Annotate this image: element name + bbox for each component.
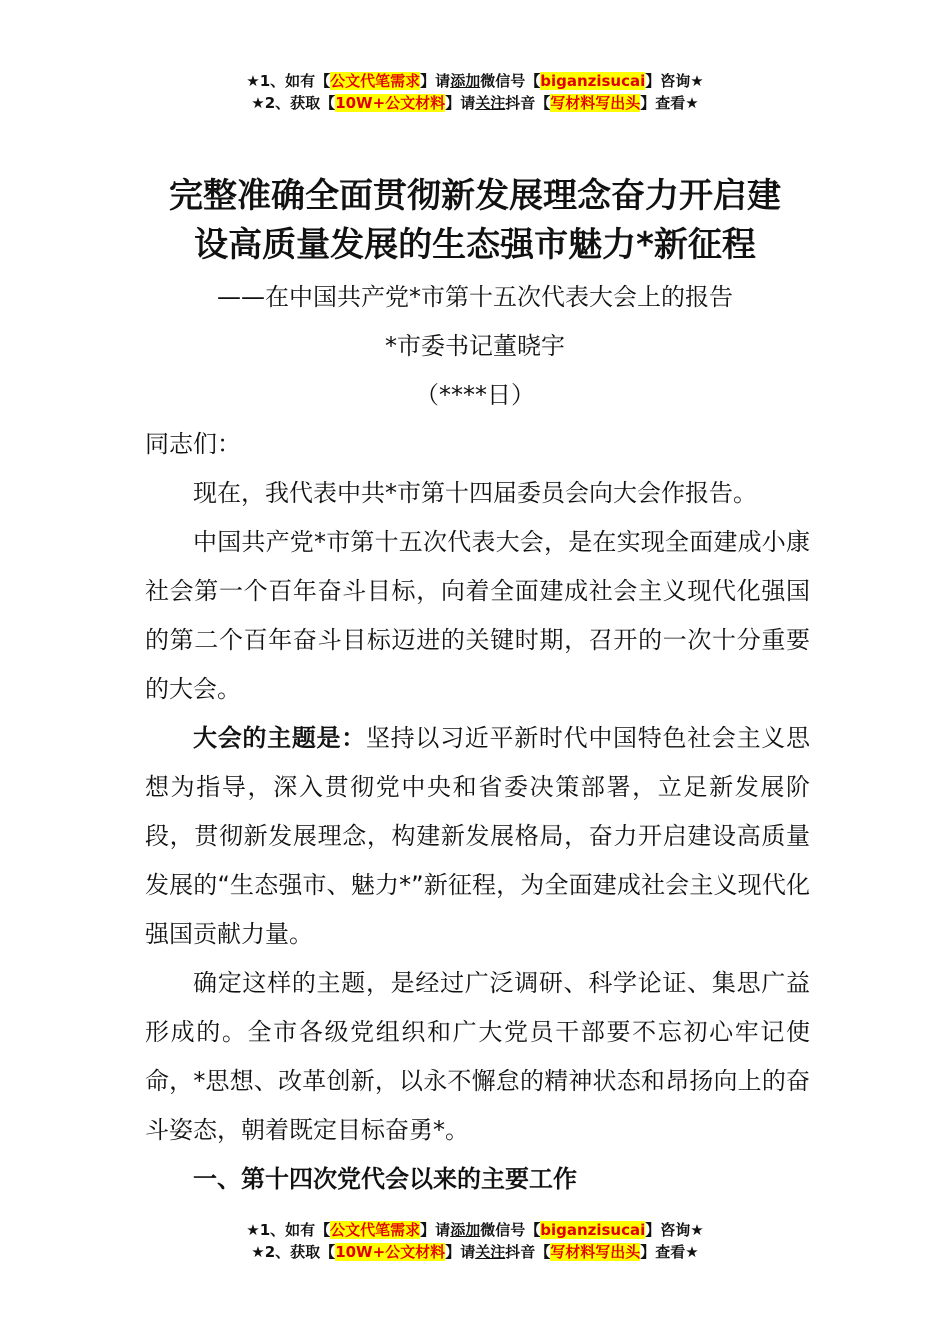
bottom-promo-banner: [0, 1219, 950, 1263]
promo-underlined: 关注: [475, 1243, 506, 1261]
promo-text: ★2、获取【: [251, 94, 336, 112]
document-subtitle: ——在中国共产党*市第十五次代表大会上的报告: [217, 283, 733, 311]
title-line-2: 设高质量发展的生态强市魅力*新征程: [194, 225, 756, 265]
promo-text: 微信号【: [480, 72, 541, 90]
promo-highlight: 10W+公文材料: [335, 94, 446, 112]
document-author: *市委书记董晓宇: [385, 332, 565, 360]
promo-highlight: 公文代笔需求: [330, 1221, 421, 1239]
promo-underlined: 添加: [450, 1221, 481, 1239]
document-title: [0, 172, 950, 270]
promo-text: ★2、获取【: [251, 1243, 336, 1261]
promo-highlight: 写材料写出头: [550, 1243, 641, 1261]
paragraph-4: 确定这样的主题，是经过广泛调研、科学论证、集思广益形成的。全市各级党组织和广大党员干部要不忘初心牢记使命，*思想、改革创新，以永不懈怠的精神状态和昂扬向上的奋斗姿态，朝着既定目标奋勇*。: [145, 969, 810, 1144]
promo-text: ★1、如有【: [246, 72, 331, 90]
promo-highlight: biganzisucai: [540, 1221, 646, 1239]
promo-underlined: 添加: [450, 72, 481, 90]
promo-text: 】请: [445, 94, 476, 112]
promo-text: 】咨询★: [645, 1221, 704, 1239]
theme-lead: 大会的主题是：: [193, 724, 366, 752]
document-body: [145, 420, 810, 1204]
section-heading-1: 一、第十四次党代会以来的主要工作: [193, 1165, 577, 1193]
promo-line-2: [0, 92, 950, 114]
promo-highlight: 写材料写出头: [550, 94, 641, 112]
promo-text: 抖音【: [505, 94, 551, 112]
theme-text: 坚持以习近平新时代中国特色社会主义思想为指导，深入贯彻党中央和省委决策部署，立足新发展阶段，贯彻新发展理念，构建新发展格局，奋力开启建设高质量发展的“生态强市、魅力*”新征程，为全面建成社会主义现代化强国贡献力量。: [145, 724, 811, 948]
promo-text: 】咨询★: [645, 72, 704, 90]
paragraph-1: 现在，我代表中共*市第十四届委员会向大会作报告。: [193, 479, 757, 507]
document-date: （****日）: [415, 381, 535, 409]
promo-text: 】请: [420, 72, 451, 90]
promo-text: 】请: [445, 1243, 476, 1261]
promo-text: ★1、如有【: [246, 1221, 331, 1239]
promo-highlight: biganzisucai: [540, 72, 646, 90]
top-promo-banner: [0, 70, 950, 114]
salutation: 同志们：: [145, 430, 241, 458]
promo-line-1: [0, 70, 950, 92]
promo-highlight: 公文代笔需求: [330, 72, 421, 90]
promo-line-2: [0, 1241, 950, 1263]
paragraph-2: 中国共产党*市第十五次代表大会，是在实现全面建成小康社会第一个百年奋斗目标，向着全面建成社会主义现代化强国的第二个百年奋斗目标迈进的关键时期，召开的一次十分重要的大会。: [145, 528, 810, 703]
promo-text: 】查看★: [640, 94, 699, 112]
promo-text: 】请: [420, 1221, 451, 1239]
title-line-1: 完整准确全面贯彻新发展理念奋力开启建: [169, 176, 781, 216]
promo-text: 抖音【: [505, 1243, 551, 1261]
promo-text: 微信号【: [480, 1221, 541, 1239]
promo-highlight: 10W+公文材料: [335, 1243, 446, 1261]
promo-line-1: [0, 1219, 950, 1241]
promo-text: 】查看★: [640, 1243, 699, 1261]
promo-underlined: 关注: [475, 94, 506, 112]
paragraph-3: [145, 714, 810, 959]
